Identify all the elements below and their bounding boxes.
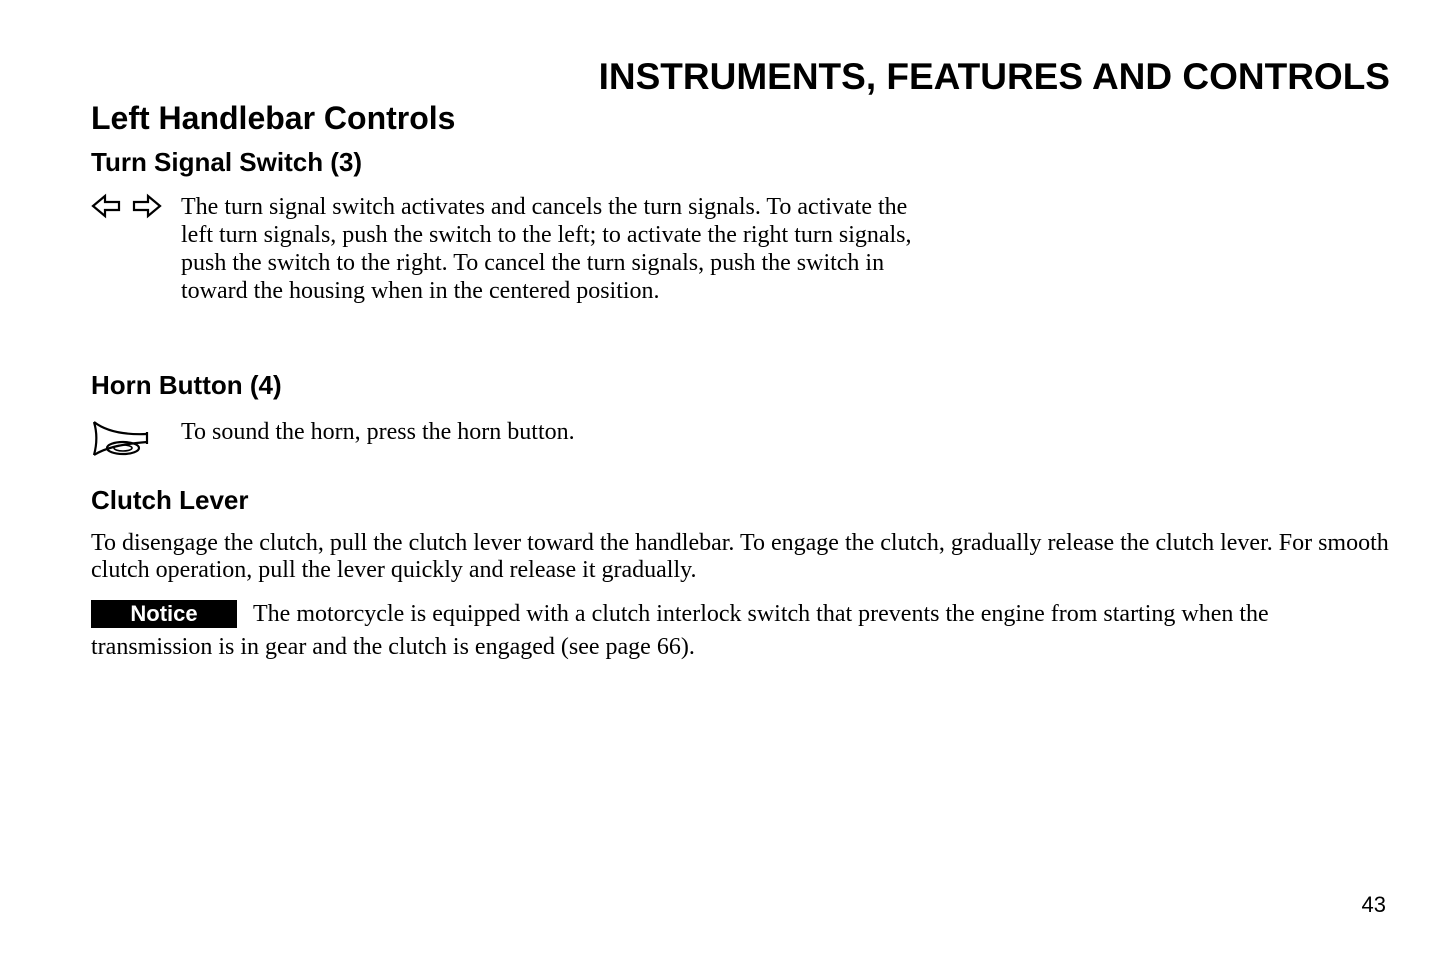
horn-heading: Horn Button (4) (91, 370, 282, 400)
turn-signal-text: The turn signal switch activates and cancels the turn signals. To activate the left turn signals, push the switch to the left; to activate the right turn signals, push the switch to the right. To cancel the turn signals, push the switch in toward the housing when in the centered position. (181, 194, 912, 304)
section-title: Left Handlebar Controls (91, 100, 456, 136)
horn-text: To sound the horn, press the horn button. (181, 419, 575, 445)
clutch-text: To disengage the clutch, pull the clutch lever toward the handlebar. To engage the clutch, gradually release the clutch lever. For smooth clutch operation, pull the lever quickly and release it gradually. (91, 530, 1389, 583)
notice-text: The motorcycle is equipped with a clutch interlock switch that prevents the engine from starting when the transmission is in gear and the clutch is engaged (see page 66). (91, 601, 1269, 660)
page-number: 43 (1361, 892, 1386, 917)
clutch-heading: Clutch Lever (91, 485, 249, 515)
notice-badge: Notice (91, 600, 237, 628)
chapter-title: INSTRUMENTS, FEATURES AND CONTROLS (598, 56, 1390, 97)
turn-signal-heading: Turn Signal Switch (3) (91, 147, 363, 177)
horn-icon (91, 418, 153, 465)
turn-signal-arrows-icon (91, 193, 165, 226)
